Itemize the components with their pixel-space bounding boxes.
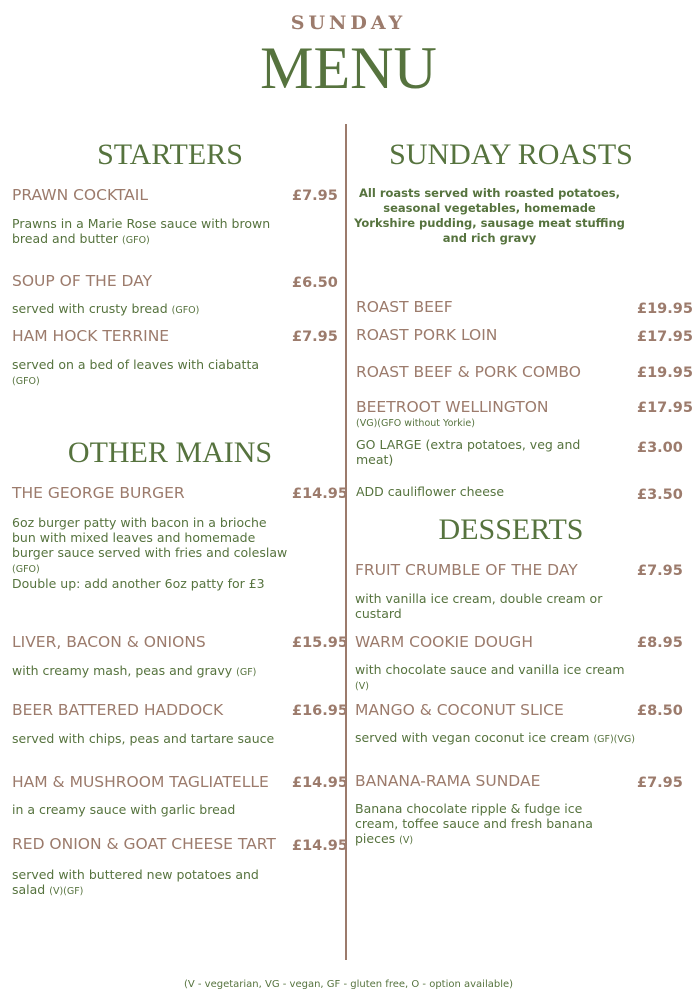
item-name-fruit-crumble: FRUIT CRUMBLE OF THE DAY — [355, 561, 578, 579]
item-name-beetroot-wellington: BEETROOT WELLINGTON — [356, 398, 549, 416]
item-desc-mango-coconut-slice: served with vegan coconut ice cream (GF)(VG) — [355, 730, 635, 745]
item-price-red-onion-goat-cheese-tart: £14.95 — [292, 838, 348, 854]
item-price-warm-cookie-dough: £8.95 — [637, 635, 683, 651]
item-name-ham-mushroom-tagliatelle: HAM & MUSHROOM TAGLIATELLE — [12, 773, 269, 791]
item-desc-george-burger: 6oz burger patty with bacon in a brioche bun with mixed leaves and homemade burger sauce served with fries and coleslaw (GFO) — [12, 515, 288, 575]
item-price-liver-bacon-onions: £15.95 — [292, 635, 348, 651]
item-desc-warm-cookie-dough: with chocolate sauce and vanilla ice cream (V) — [355, 662, 625, 692]
item-price-go-large: £3.00 — [637, 440, 683, 456]
item-price-fruit-crumble: £7.95 — [637, 563, 683, 579]
item-desc-ham-mushroom-tagliatelle: in a creamy sauce with garlic bread — [12, 802, 236, 817]
item-name-banana-rama-sundae: BANANA-RAMA SUNDAE — [355, 772, 541, 790]
item-desc-beer-battered-haddock: served with chips, peas and tartare sauce — [12, 731, 275, 746]
item-price-beer-battered-haddock: £16.95 — [292, 703, 348, 719]
menu-title: MENU — [260, 35, 437, 101]
item-name-ham-hock-terrine: HAM HOCK TERRINE — [12, 327, 170, 345]
item-name-george-burger: THE GEORGE BURGER — [12, 484, 185, 502]
item-price-soup: £6.50 — [292, 275, 338, 291]
item-desc-fruit-crumble: with vanilla ice cream, double cream or custard — [355, 591, 603, 621]
item-desc-liver-bacon-onions: with creamy mash, peas and gravy (GF) — [12, 663, 257, 678]
item-price-ham-hock-terrine: £7.95 — [292, 329, 338, 345]
item-name-liver-bacon-onions: LIVER, BACON & ONIONS — [12, 633, 206, 651]
item-price-roast-pork-loin: £17.95 — [637, 329, 693, 345]
section-title-other-mains: OTHER MAINS — [67, 436, 273, 469]
menu-eyebrow: SUNDAY — [290, 12, 407, 34]
item-price-prawn-cocktail: £7.95 — [292, 188, 338, 204]
item-price-george-burger: £14.95 — [292, 486, 348, 502]
column-divider — [345, 124, 347, 960]
item-price-banana-rama-sundae: £7.95 — [637, 775, 683, 791]
item-extra-george-burger: Double up: add another 6oz patty for £3 — [12, 576, 265, 591]
item-desc-banana-rama-sundae: Banana chocolate ripple & fudge ice cream, toffee sauce and fresh banana pieces (V) — [355, 801, 593, 846]
item-desc-ham-hock-terrine: served on a bed of leaves with ciabatta (GFO) — [12, 357, 260, 387]
item-name-roast-pork-loin: ROAST PORK LOIN — [356, 326, 498, 344]
section-title-sunday-roasts: SUNDAY ROASTS — [389, 138, 633, 171]
item-desc-add-cauliflower-cheese: ADD cauliflower cheese — [356, 484, 505, 499]
item-price-roast-beef: £19.95 — [637, 301, 693, 317]
roasts-note: All roasts served with roasted potatoes, seasonal vegetables, homemade Yorkshire pudding, sausage meat stuffing and rich gravy — [354, 186, 625, 245]
item-desc-go-large: GO LARGE (extra potatoes, veg and meat) — [356, 437, 581, 467]
item-price-ham-mushroom-tagliatelle: £14.95 — [292, 775, 348, 791]
item-name-prawn-cocktail: PRAWN COCKTAIL — [12, 186, 148, 204]
item-price-roast-beef-pork-combo: £19.95 — [637, 365, 693, 381]
item-name-roast-beef-pork-combo: ROAST BEEF & PORK COMBO — [356, 363, 581, 381]
item-tag-beetroot-wellington: (VG)(GFO without Yorkie) — [356, 418, 475, 429]
dietary-legend: (V - vegetarian, VG - vegan, GF - gluten free, O - option available) — [183, 979, 514, 990]
item-desc-soup: served with crusty bread (GFO) — [12, 301, 200, 316]
item-desc-red-onion-goat-cheese-tart: served with buttered new potatoes and salad (V)(GF) — [12, 867, 259, 897]
item-name-soup: SOUP OF THE DAY — [12, 272, 153, 290]
item-price-add-cauliflower-cheese: £3.50 — [637, 487, 683, 503]
item-name-warm-cookie-dough: WARM COOKIE DOUGH — [355, 633, 533, 651]
item-name-beer-battered-haddock: BEER BATTERED HADDOCK — [12, 701, 224, 719]
item-name-roast-beef: ROAST BEEF — [356, 298, 453, 316]
item-name-mango-coconut-slice: MANGO & COCONUT SLICE — [355, 701, 564, 719]
item-name-red-onion-goat-cheese-tart: RED ONION & GOAT CHEESE TART — [12, 835, 276, 853]
section-title-desserts: DESSERTS — [438, 513, 584, 546]
section-title-starters: STARTERS — [97, 138, 243, 171]
item-price-mango-coconut-slice: £8.50 — [637, 703, 683, 719]
item-desc-prawn-cocktail: Prawns in a Marie Rose sauce with brown bread and butter (GFO) — [12, 216, 271, 246]
item-price-beetroot-wellington: £17.95 — [637, 400, 693, 416]
